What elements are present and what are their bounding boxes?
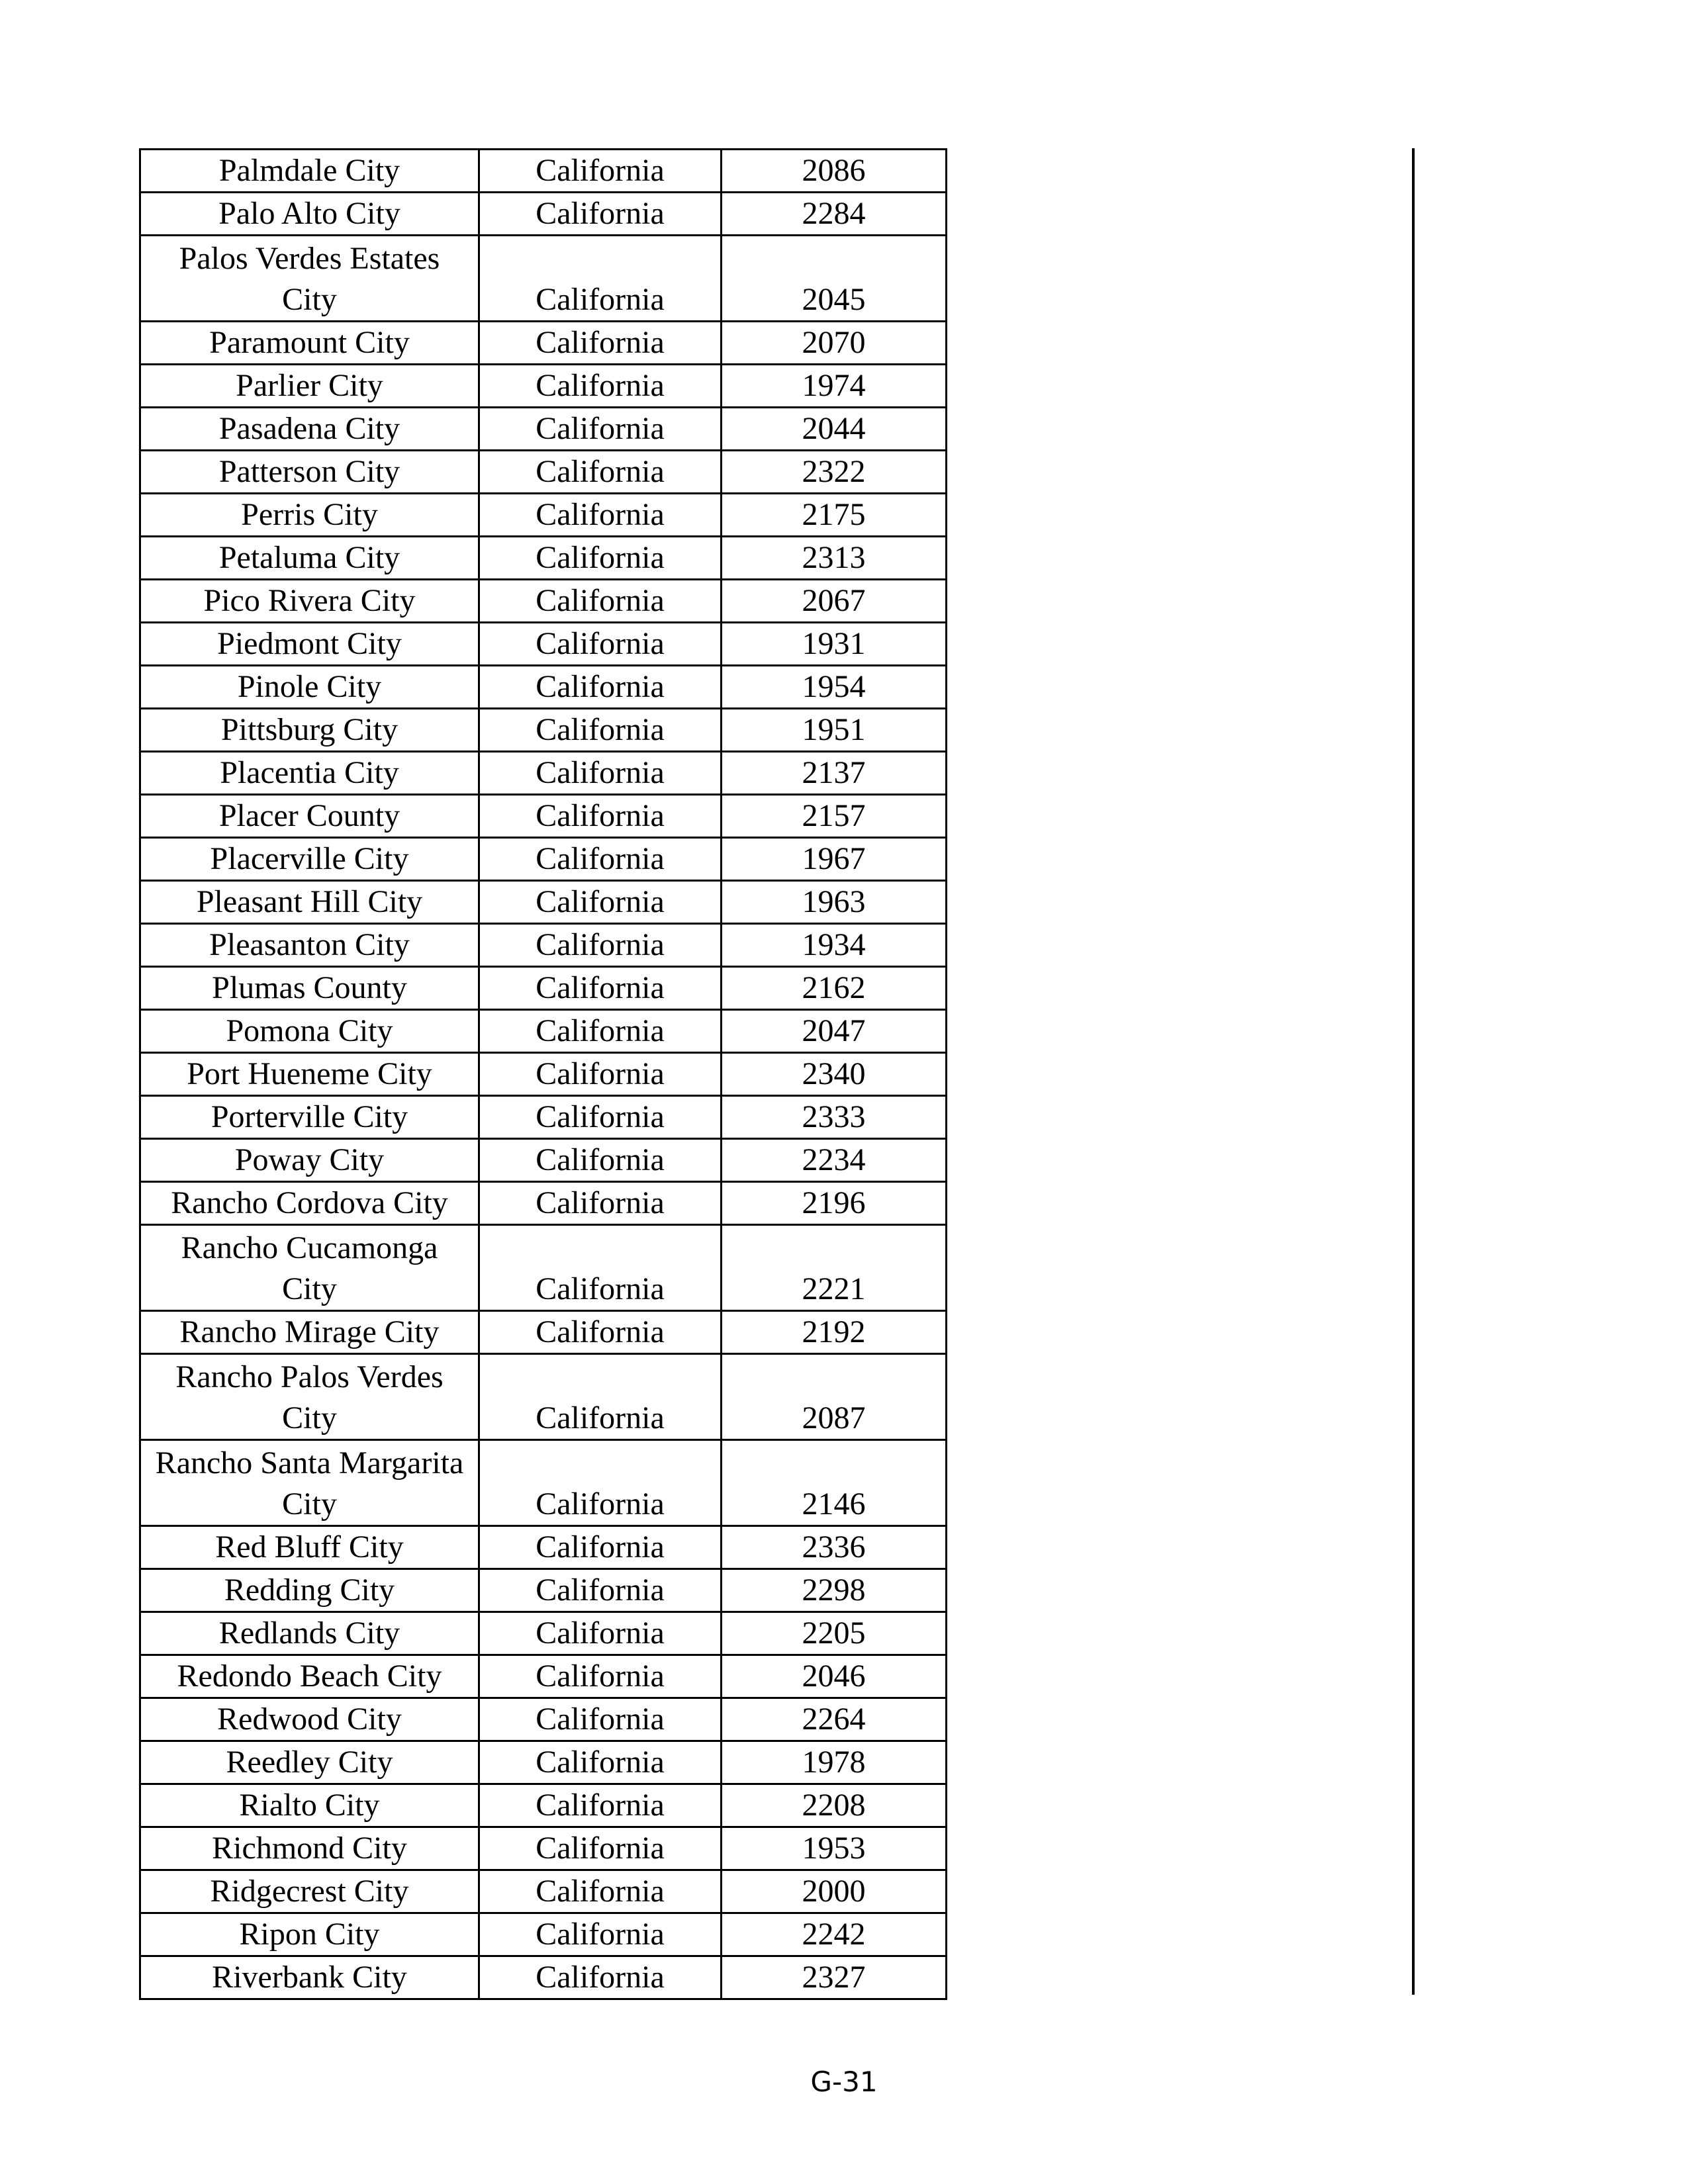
value-cell: 2196 [722,1182,947,1225]
table-row [140,1311,947,1354]
state-cell: California [479,236,722,322]
table-row [140,752,947,795]
value-cell: 1978 [722,1741,947,1784]
value-cell: 2067 [722,580,947,623]
table-row [140,451,947,494]
jurisdiction-name-cell: Palmdale City [140,150,479,193]
state-cell: California [479,1010,722,1053]
state-cell: California [479,322,722,365]
state-cell: California [479,1440,722,1526]
table-row [140,838,947,881]
table-row [140,365,947,408]
value-cell: 2208 [722,1784,947,1827]
jurisdiction-name-cell: Plumas County [140,967,479,1010]
jurisdiction-name-cell: Pasadena City [140,408,479,451]
jurisdiction-name-cell: Redlands City [140,1612,479,1655]
jurisdiction-name-cell: Poway City [140,1139,479,1182]
value-cell: 2070 [722,322,947,365]
table-row [140,1698,947,1741]
state-cell: California [479,408,722,451]
jurisdiction-name-cell: Ridgecrest City [140,1870,479,1913]
jurisdiction-name-cell: Pittsburg City [140,709,479,752]
table-row [140,193,947,236]
value-cell: 1951 [722,709,947,752]
table-row [140,1182,947,1225]
jurisdiction-name-cell: Rialto City [140,1784,479,1827]
table-row [140,1827,947,1870]
state-cell: California [479,666,722,709]
state-cell: California [479,838,722,881]
state-cell: California [479,1139,722,1182]
state-cell: California [479,1053,722,1096]
table-row [140,1096,947,1139]
state-cell: California [479,1096,722,1139]
jurisdiction-table [139,148,947,2000]
value-cell: 2044 [722,408,947,451]
state-cell: California [479,967,722,1010]
table-row [140,795,947,838]
jurisdiction-name-cell: Rancho Palos Verdes City [140,1354,479,1440]
state-cell: California [479,709,722,752]
jurisdiction-name-cell: Palo Alto City [140,193,479,236]
value-cell: 2087 [722,1354,947,1440]
jurisdiction-name-cell: Redondo Beach City [140,1655,479,1698]
jurisdiction-name-cell: Placer County [140,795,479,838]
jurisdiction-name-cell: Red Bluff City [140,1526,479,1569]
jurisdiction-name-cell: Pinole City [140,666,479,709]
state-cell: California [479,752,722,795]
table-row [140,1354,947,1440]
table-row [140,1870,947,1913]
jurisdiction-name-cell: Pomona City [140,1010,479,1053]
value-cell: 2313 [722,537,947,580]
table-body [140,150,947,1999]
value-cell: 2327 [722,1956,947,1999]
state-cell: California [479,1956,722,1999]
value-cell: 2045 [722,236,947,322]
value-cell: 2322 [722,451,947,494]
value-cell: 2137 [722,752,947,795]
right-margin-rule [1412,148,1415,1995]
state-cell: California [479,881,722,924]
value-cell: 2298 [722,1569,947,1612]
value-cell: 2340 [722,1053,947,1096]
value-cell: 2047 [722,1010,947,1053]
state-cell: California [479,150,722,193]
state-cell: California [479,1311,722,1354]
state-cell: California [479,1827,722,1870]
table-row [140,623,947,666]
value-cell: 2000 [722,1870,947,1913]
value-cell: 2336 [722,1526,947,1569]
jurisdiction-name-cell: Reedley City [140,1741,479,1784]
page-number: G-31 [810,2066,878,2098]
jurisdiction-name-cell: Porterville City [140,1096,479,1139]
state-cell: California [479,1526,722,1569]
state-cell: California [479,580,722,623]
state-cell: California [479,193,722,236]
table-row [140,236,947,322]
table-row [140,967,947,1010]
jurisdiction-name-cell: Parlier City [140,365,479,408]
jurisdiction-name-cell: Placentia City [140,752,479,795]
jurisdiction-name-cell: Placerville City [140,838,479,881]
value-cell: 2162 [722,967,947,1010]
value-cell: 1974 [722,365,947,408]
table-row [140,1569,947,1612]
jurisdiction-name-cell: Pleasant Hill City [140,881,479,924]
value-cell: 2242 [722,1913,947,1956]
state-cell: California [479,623,722,666]
jurisdiction-name-cell: Pico Rivera City [140,580,479,623]
table-row [140,494,947,537]
state-cell: California [479,1741,722,1784]
state-cell: California [479,494,722,537]
table-row [140,580,947,623]
jurisdiction-name-cell: Perris City [140,494,479,537]
table-row [140,1913,947,1956]
value-cell: 2192 [722,1311,947,1354]
value-cell: 2146 [722,1440,947,1526]
state-cell: California [479,1655,722,1698]
jurisdiction-name-cell: Redwood City [140,1698,479,1741]
state-cell: California [479,1182,722,1225]
table-row [140,1440,947,1526]
state-cell: California [479,1225,722,1311]
table-row [140,1139,947,1182]
value-cell: 1967 [722,838,947,881]
table-row [140,1010,947,1053]
table-row [140,1784,947,1827]
value-cell: 2221 [722,1225,947,1311]
value-cell: 2205 [722,1612,947,1655]
table-row [140,1741,947,1784]
state-cell: California [479,1913,722,1956]
jurisdiction-name-cell: Petaluma City [140,537,479,580]
state-cell: California [479,924,722,967]
value-cell: 2046 [722,1655,947,1698]
jurisdiction-name-cell: Port Hueneme City [140,1053,479,1096]
jurisdiction-name-cell: Palos Verdes Estates City [140,236,479,322]
state-cell: California [479,365,722,408]
table-row [140,1526,947,1569]
table-row [140,408,947,451]
state-cell: California [479,451,722,494]
value-cell: 1934 [722,924,947,967]
table-row [140,1225,947,1311]
jurisdiction-name-cell: Rancho Santa Margarita City [140,1440,479,1526]
value-cell: 2086 [722,150,947,193]
value-cell: 2157 [722,795,947,838]
value-cell: 1954 [722,666,947,709]
value-cell: 1931 [722,623,947,666]
state-cell: California [479,1870,722,1913]
table-row [140,150,947,193]
state-cell: California [479,795,722,838]
table-row [140,1956,947,1999]
jurisdiction-name-cell: Ripon City [140,1913,479,1956]
jurisdiction-name-cell: Rancho Cucamonga City [140,1225,479,1311]
state-cell: California [479,1354,722,1440]
value-cell: 2234 [722,1139,947,1182]
jurisdiction-name-cell: Rancho Mirage City [140,1311,479,1354]
state-cell: California [479,1569,722,1612]
value-cell: 2175 [722,494,947,537]
jurisdiction-name-cell: Richmond City [140,1827,479,1870]
state-cell: California [479,1612,722,1655]
jurisdiction-name-cell: Riverbank City [140,1956,479,1999]
table-row [140,881,947,924]
table-row [140,924,947,967]
jurisdiction-name-cell: Patterson City [140,451,479,494]
jurisdiction-name-cell: Rancho Cordova City [140,1182,479,1225]
value-cell: 2333 [722,1096,947,1139]
state-cell: California [479,537,722,580]
jurisdiction-name-cell: Paramount City [140,322,479,365]
table-row [140,322,947,365]
jurisdiction-name-cell: Redding City [140,1569,479,1612]
value-cell: 2264 [722,1698,947,1741]
table-row [140,709,947,752]
table-row [140,1053,947,1096]
state-cell: California [479,1784,722,1827]
jurisdiction-name-cell: Piedmont City [140,623,479,666]
value-cell: 1953 [722,1827,947,1870]
state-cell: California [479,1698,722,1741]
value-cell: 1963 [722,881,947,924]
table-row [140,1655,947,1698]
table-row [140,1612,947,1655]
table-row [140,666,947,709]
jurisdiction-name-cell: Pleasanton City [140,924,479,967]
table-row [140,537,947,580]
value-cell: 2284 [722,193,947,236]
